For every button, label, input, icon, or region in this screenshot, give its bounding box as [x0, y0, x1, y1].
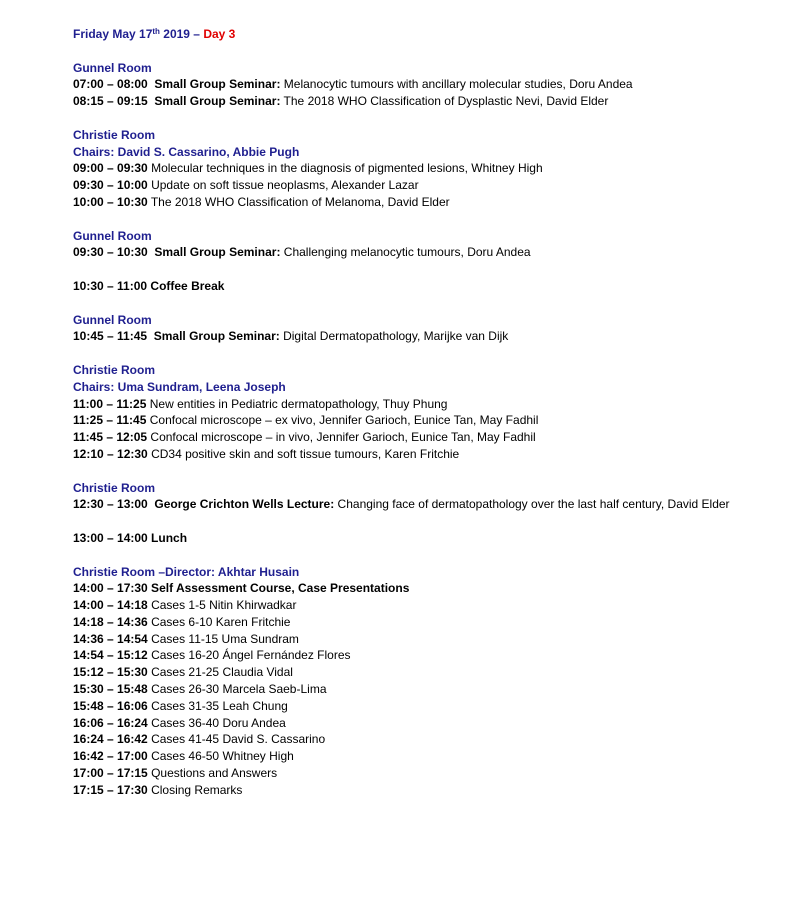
session-time: 17:00 – 17:15	[73, 766, 148, 781]
session-row	[73, 194, 788, 211]
session-title: The 2018 WHO Classification of Dysplastic Nevi, David Elder	[280, 94, 609, 109]
session-row	[73, 93, 788, 110]
session-time: 15:48 – 16:06	[73, 698, 148, 713]
session-time: 17:15 – 17:30	[73, 782, 148, 797]
session-time: 15:12 – 15:30	[73, 665, 148, 680]
session-row	[73, 614, 788, 631]
session-time: 14:54 – 15:12	[73, 648, 148, 663]
day-label: Day 3	[203, 27, 236, 41]
session-time: 09:00 – 09:30	[73, 161, 148, 176]
session-row	[73, 76, 788, 93]
session-type: Small Group Seminar:	[154, 94, 281, 109]
session-row	[73, 177, 788, 194]
session-time: 09:30 – 10:00	[73, 178, 148, 193]
session-title: Cases 1-5 Nitin Khirwadkar	[147, 598, 297, 613]
session-title: Update on soft tissue neoplasms, Alexander Lazar	[147, 178, 419, 193]
session-row	[73, 731, 788, 748]
session-time: 14:36 – 14:54	[73, 631, 148, 646]
session-row	[73, 496, 788, 513]
session-row	[73, 244, 788, 261]
session-row	[73, 765, 788, 782]
session-row	[73, 698, 788, 715]
session-time: 08:15 – 09:15	[73, 94, 148, 109]
session-title: Changing face of dermatopathology over the last half century, David Elder	[334, 497, 730, 512]
session-title: Questions and Answers	[147, 766, 278, 781]
session-row	[73, 412, 788, 429]
session-title: Cases 41-45 David S. Cassarino	[147, 732, 326, 747]
chairs-line: Chairs: Uma Sundram, Leena Joseph	[73, 379, 286, 394]
session-row	[73, 446, 788, 463]
room-heading: Gunnel Room	[73, 60, 152, 75]
session-type: Small Group Seminar:	[153, 329, 280, 344]
session-time: 11:00 – 11:25	[73, 396, 147, 411]
schedule-page	[73, 26, 788, 799]
session-time: 15:30 – 15:48	[73, 682, 148, 697]
break-row: 10:30 – 11:00 Coffee Break	[73, 278, 225, 293]
session-title: Cases 11-15 Uma Sundram	[147, 631, 299, 646]
session-title: CD34 positive skin and soft tissue tumours, Karen Fritchie	[147, 446, 460, 461]
session-time: 09:30 – 10:30	[73, 245, 148, 260]
session-row	[73, 328, 788, 345]
session-row	[73, 782, 788, 799]
session-title: New entities in Pediatric dermatopathology, Thuy Phung	[146, 396, 448, 411]
session-title: Cases 46-50 Whitney High	[147, 749, 294, 764]
session-title: Molecular techniques in the diagnosis of pigmented lesions, Whitney High	[147, 161, 543, 176]
session-time: 07:00 – 08:00	[73, 77, 148, 92]
session-time: 11:25 – 11:45	[73, 413, 147, 428]
day-heading	[73, 26, 788, 43]
session-row	[73, 647, 788, 664]
session-type: Small Group Seminar:	[154, 77, 281, 92]
session-title: Cases 6-10 Karen Fritchie	[147, 614, 291, 629]
session-time: 11:45 – 12:05	[73, 430, 148, 445]
session-row	[73, 681, 788, 698]
chairs-line: Chairs: David S. Cassarino, Abbie Pugh	[73, 144, 300, 159]
room-heading: Christie Room	[73, 480, 156, 495]
session-time: 14:18 – 14:36	[73, 614, 148, 629]
session-title: Cases 31-35 Leah Chung	[147, 698, 288, 713]
session-row	[73, 597, 788, 614]
session-time: 10:00 – 10:30	[73, 194, 148, 209]
session-row	[73, 748, 788, 765]
session-type: George Crichton Wells Lecture:	[154, 497, 335, 512]
session-title: Confocal microscope – ex vivo, Jennifer Garioch, Eunice Tan, May Fadhil	[146, 413, 539, 428]
session-title: Cases 21-25 Claudia Vidal	[147, 665, 293, 680]
day-date-suffix: th	[152, 27, 160, 36]
room-heading: Christie Room	[73, 127, 156, 142]
day-date: Friday May 17	[73, 27, 153, 41]
session-time: 14:00 – 14:18	[73, 598, 148, 613]
day-year: 2019 –	[159, 27, 204, 41]
break-row: 13:00 – 14:00 Lunch	[73, 530, 188, 545]
room-heading: Christie Room	[73, 362, 156, 377]
course-heading: 14:00 – 17:30 Self Assessment Course, Case Presentations	[73, 581, 410, 596]
room-heading: Gunnel Room	[73, 312, 152, 327]
session-time: 16:42 – 17:00	[73, 749, 148, 764]
session-title: Digital Dermatopathology, Marijke van Dijk	[279, 329, 509, 344]
room-heading: Gunnel Room	[73, 228, 152, 243]
session-time: 12:30 – 13:00	[73, 497, 148, 512]
session-title: The 2018 WHO Classification of Melanoma, David Elder	[147, 194, 450, 209]
session-title: Cases 16-20 Ángel Fernández Flores	[147, 648, 351, 663]
session-title: Confocal microscope – in vivo, Jennifer Garioch, Eunice Tan, May Fadhil	[147, 430, 536, 445]
session-time: 16:24 – 16:42	[73, 732, 148, 747]
room-heading: Christie Room –Director: Akhtar Husain	[73, 564, 300, 579]
session-title: Challenging melanocytic tumours, Doru Andea	[280, 245, 531, 260]
session-row	[73, 429, 788, 446]
session-title: Cases 36-40 Doru Andea	[147, 715, 286, 730]
session-title: Closing Remarks	[147, 782, 243, 797]
session-row	[73, 715, 788, 732]
session-title: Cases 26-30 Marcela Saeb-Lima	[147, 682, 327, 697]
session-type: Small Group Seminar:	[154, 245, 281, 260]
session-row	[73, 160, 788, 177]
session-row	[73, 631, 788, 648]
session-time: 10:45 – 11:45	[73, 329, 148, 344]
session-time: 16:06 – 16:24	[73, 715, 148, 730]
session-time: 12:10 – 12:30	[73, 446, 148, 461]
session-row	[73, 396, 788, 413]
session-row	[73, 664, 788, 681]
session-title: Melanocytic tumours with ancillary molecular studies, Doru Andea	[280, 77, 633, 92]
